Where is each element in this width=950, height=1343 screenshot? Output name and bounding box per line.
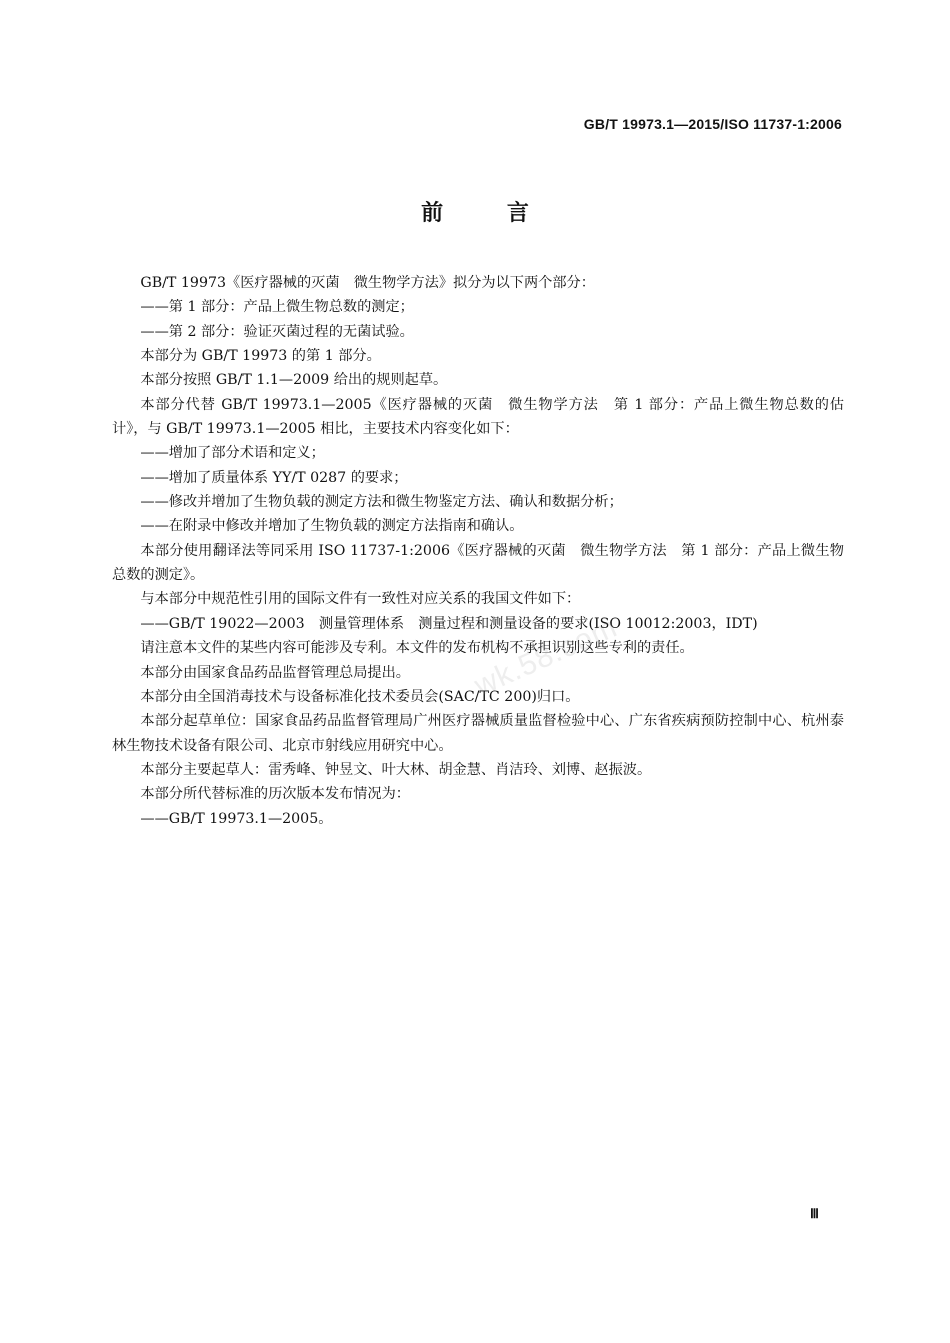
foreword-body	[112, 271, 844, 831]
title-char-2: 言	[506, 201, 529, 226]
paragraph: 请注意本文件的某些内容可能涉及专利。本文件的发布机构不承担识别这些专利的责任。	[140, 640, 694, 657]
list-item: ——第 2 部分：验证灭菌过程的无菌试验。	[140, 323, 414, 340]
list-item: ——第 1 部分：产品上微生物总数的测定；	[140, 299, 414, 316]
paragraph: 本部分代替 GB/T 19973.1—2005《医疗器械的灭菌 微生物学方法 第 1 部分：产品上微生物总数的估计》，与 GB/T 19973.1—2005 相比，主要技术内容变化如下：	[112, 396, 844, 438]
paragraph: 本部分按照 GB/T 1.1—2009 给出的规则起草。	[140, 372, 448, 389]
title-char-1: 前	[421, 201, 444, 226]
list-item: ——增加了部分术语和定义；	[140, 445, 325, 462]
watermark: wk.58.com	[469, 610, 623, 703]
paragraph: 本部分为 GB/T 19973 的第 1 部分。	[140, 348, 381, 365]
list-item: ——在附录中修改并增加了生物负载的测定方法指南和确认。	[140, 518, 524, 535]
paragraph: 本部分使用翻译法等同采用 ISO 11737-1:2006《医疗器械的灭菌 微生物学方法 第 1 部分：产品上微生物总数的测定》。	[112, 542, 844, 584]
page-title	[0, 196, 950, 227]
paragraph: 本部分起草单位：国家食品药品监督管理局广州医疗器械质量监督检验中心、广东省疾病预防控制中心、杭州泰林生物技术设备有限公司、北京市射线应用研究中心。	[112, 713, 844, 754]
list-item: ——增加了质量体系 YY/T 0287 的要求；	[140, 469, 408, 486]
paragraph: 与本部分中规范性引用的国际文件有一致性对应关系的我国文件如下：	[140, 591, 581, 608]
paragraph: GB/T 19973《医疗器械的灭菌 微生物学方法》拟分为以下两个部分：	[140, 275, 595, 291]
paragraph: 本部分主要起草人：雷秀峰、钟昱文、叶大林、胡金慧、肖洁玲、刘博、赵振波。	[140, 761, 652, 778]
list-item: ——GB/T 19973.1—2005。	[140, 810, 333, 827]
paragraph: 本部分由国家食品药品监督管理总局提出。	[140, 664, 410, 681]
list-item: ——修改并增加了生物负载的测定方法和微生物鉴定方法、确认和数据分析；	[140, 494, 623, 511]
paragraph: 本部分由全国消毒技术与设备标准化技术委员会(SAC/TC 200)归口。	[140, 688, 580, 705]
standard-code-header: GB/T 19973.1—2015/ISO 11737-1:2006	[583, 116, 842, 132]
paragraph: 本部分所代替标准的历次版本发布情况为：	[140, 786, 410, 803]
list-item: ——GB/T 19022—2003 测量管理体系 测量过程和测量设备的要求(ISO 10012:2003，IDT)	[140, 615, 758, 632]
page-number: Ⅲ	[810, 1206, 819, 1221]
